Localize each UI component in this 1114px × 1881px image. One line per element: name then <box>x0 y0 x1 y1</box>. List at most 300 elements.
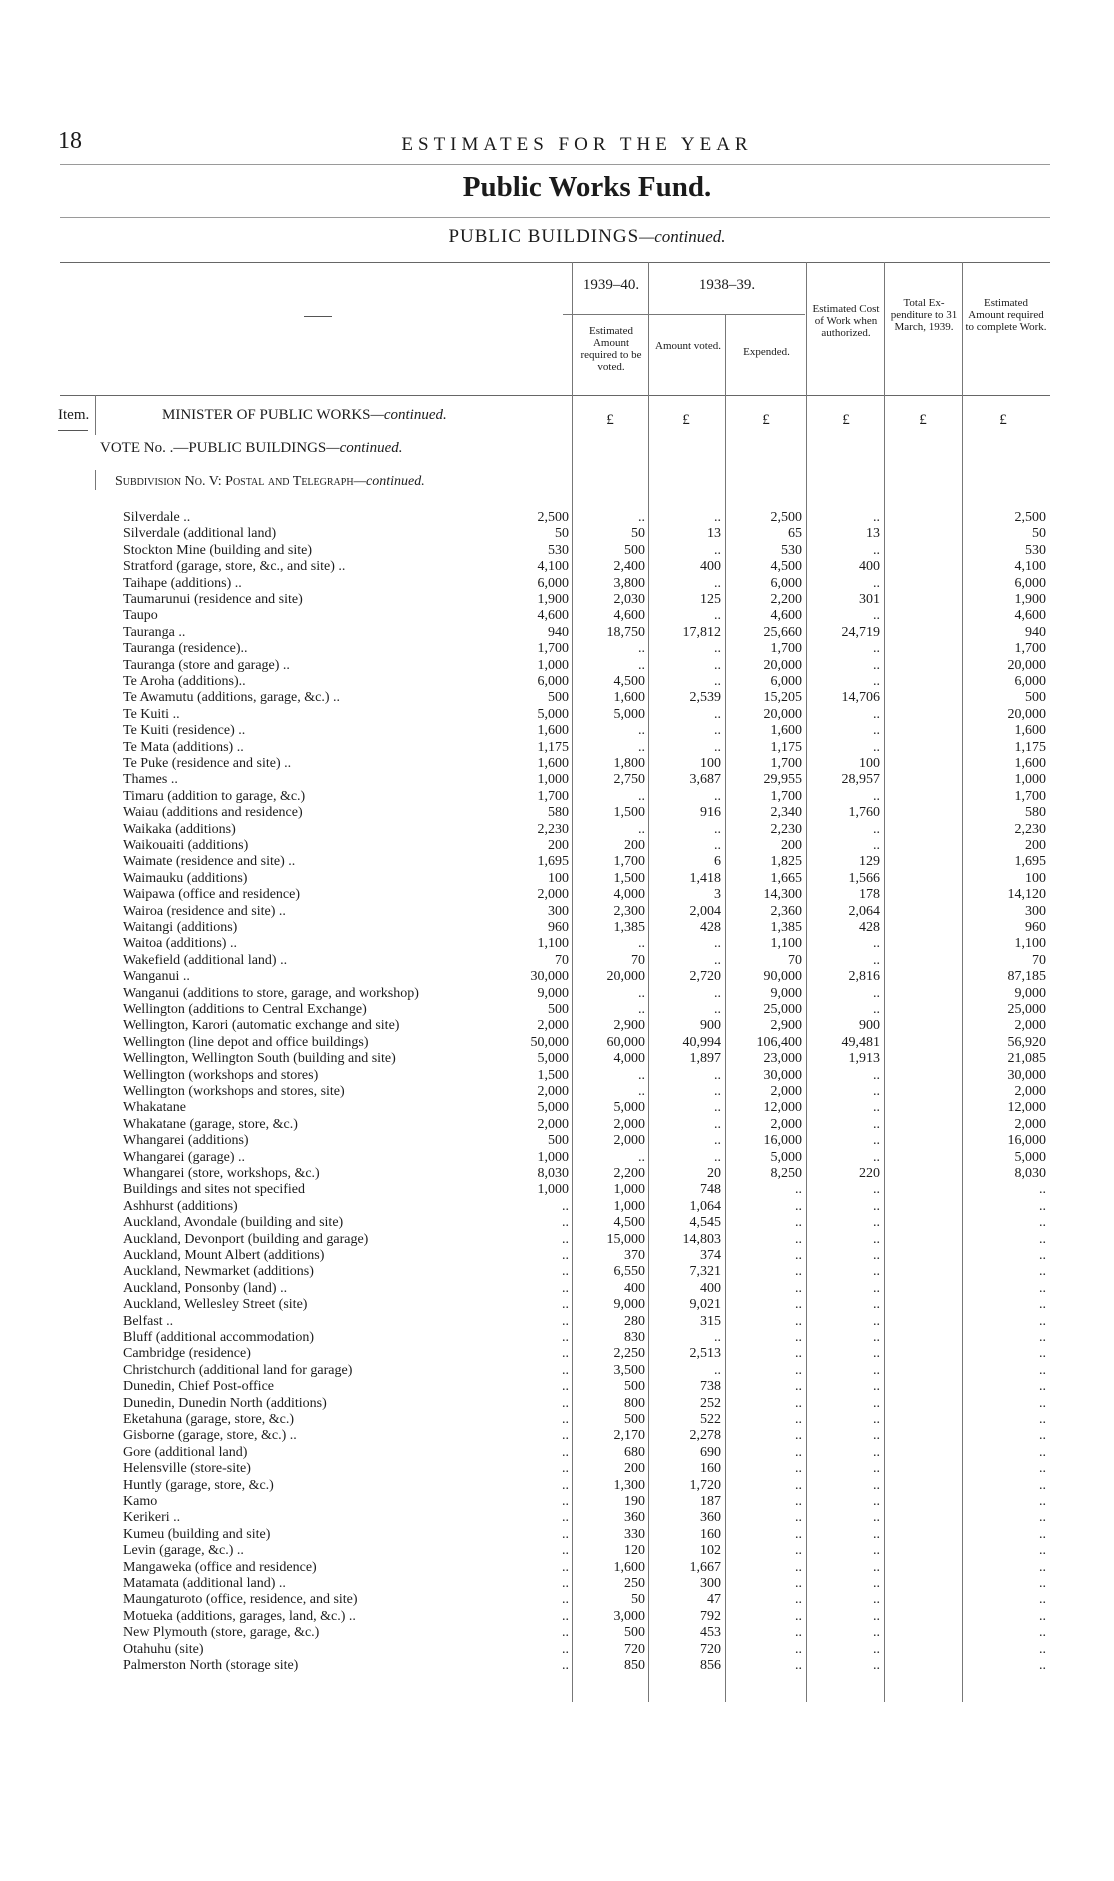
cell-cost: .. <box>795 1592 802 1608</box>
currency-voted: £ <box>682 412 690 428</box>
cell-total: .. <box>873 952 880 968</box>
cell-total: 129 <box>859 854 880 870</box>
cell-voted: 1,700 <box>613 854 645 870</box>
running-title: ESTIMATES FOR THE YEAR <box>401 134 753 155</box>
cell-total: 49,481 <box>841 1034 880 1050</box>
table-row <box>0 1625 1114 1641</box>
cell-required: 500 <box>548 690 569 706</box>
cell-expended: 856 <box>700 1658 721 1673</box>
cell-total: .. <box>873 1067 880 1083</box>
table-row <box>0 1428 1114 1444</box>
cell-complete: 2,000 <box>1014 1084 1046 1099</box>
cell-cost: 1,175 <box>770 739 802 755</box>
vote-heading-text: VOTE No. .—PUBLIC BUILDINGS <box>100 440 327 456</box>
fund-rule <box>60 217 1050 218</box>
cell-complete: 1,695 <box>1014 854 1046 870</box>
row-label: Kamo <box>123 1494 158 1509</box>
row-label: New Plymouth (store, garage, &c.) <box>123 1625 320 1641</box>
table-row <box>0 1232 1114 1248</box>
table-row <box>0 1527 1114 1543</box>
cell-cost: .. <box>795 1444 802 1460</box>
cell-cost: 2,200 <box>770 592 802 607</box>
cell-cost: .. <box>795 1395 802 1411</box>
cell-total: .. <box>873 1182 880 1198</box>
cell-expended: 2,539 <box>689 690 721 706</box>
cell-required: 500 <box>548 1133 569 1149</box>
cell-total: 400 <box>859 559 880 575</box>
cell-required: .. <box>562 1641 569 1657</box>
cell-total: .. <box>873 1280 880 1296</box>
cell-total: .. <box>873 838 880 853</box>
cell-voted: .. <box>638 510 645 525</box>
cell-complete: .. <box>1039 1395 1046 1411</box>
cell-total: 1,760 <box>848 805 880 821</box>
cell-expended: 6 <box>714 854 721 870</box>
row-label: Otahuhu (site) <box>123 1641 204 1657</box>
row-label: Mangaweka (office and residence) <box>123 1559 317 1575</box>
cell-required: 2,000 <box>537 1084 569 1099</box>
cell-complete: 6,000 <box>1014 674 1046 689</box>
row-label: Levin (garage, &c.) .. <box>123 1543 244 1559</box>
cell-required: 1,700 <box>537 788 569 804</box>
cell-complete: 30,000 <box>1007 1067 1046 1083</box>
cell-voted: 4,000 <box>613 1051 645 1067</box>
cell-cost: 65 <box>788 526 802 542</box>
cell-expended: 1,667 <box>689 1559 721 1575</box>
cell-voted: 280 <box>624 1313 645 1329</box>
cell-complete: 580 <box>1025 805 1046 821</box>
cell-cost: .. <box>795 1280 802 1296</box>
cell-required: 50 <box>555 526 569 542</box>
cell-cost: 6,000 <box>770 674 802 689</box>
row-label: Motueka (additions, garages, land, &c.) .. <box>123 1608 356 1624</box>
cell-required: 530 <box>548 542 569 558</box>
cell-voted: .. <box>638 1084 645 1099</box>
table-row <box>0 805 1114 821</box>
cell-complete: 16,000 <box>1007 1133 1046 1149</box>
cell-total: 178 <box>859 887 880 903</box>
cell-cost: .. <box>795 1264 802 1280</box>
cell-cost: 20,000 <box>763 657 802 673</box>
col-header-total: Total Ex-penditure to 31 March, 1939. <box>890 297 958 333</box>
cell-cost: 25,000 <box>763 1002 802 1017</box>
cell-voted: 4,500 <box>613 674 645 689</box>
cell-complete: 2,000 <box>1014 1116 1046 1132</box>
cell-expended: 9,021 <box>689 1297 721 1313</box>
cell-voted: 370 <box>624 1248 645 1263</box>
cell-complete: 530 <box>1025 542 1046 558</box>
row-label: Te Puke (residence and site) .. <box>123 756 292 771</box>
cell-complete: 20,000 <box>1007 657 1046 673</box>
cell-required: .. <box>562 1477 569 1493</box>
cell-expended: .. <box>714 657 721 673</box>
cell-total: .. <box>873 706 880 722</box>
cell-voted: 1,800 <box>613 756 645 771</box>
cell-voted: .. <box>638 723 645 739</box>
cell-voted: 830 <box>624 1330 645 1345</box>
cell-voted: 1,600 <box>613 690 645 706</box>
cell-total: .. <box>873 1231 880 1247</box>
cell-required: 6,000 <box>537 674 569 689</box>
cell-expended: 160 <box>700 1461 721 1477</box>
row-label: Auckland, Wellesley Street (site) <box>123 1297 308 1313</box>
cell-total: .. <box>873 723 880 739</box>
row-label: Wanganui .. <box>123 969 190 985</box>
cell-total: .. <box>873 1428 880 1444</box>
cell-complete: .. <box>1039 1297 1046 1313</box>
table-row <box>0 674 1114 690</box>
cell-total: .. <box>873 1362 880 1378</box>
cell-required: .. <box>562 1625 569 1641</box>
cell-voted: 1,385 <box>613 920 645 935</box>
row-label: Waimate (residence and site) .. <box>123 854 296 870</box>
cell-voted: 120 <box>624 1543 645 1559</box>
cell-complete: .. <box>1039 1182 1046 1198</box>
cell-voted: 850 <box>624 1658 645 1673</box>
cell-expended: 522 <box>700 1412 721 1427</box>
cell-total: .. <box>873 1592 880 1608</box>
cell-cost: 5,000 <box>770 1149 802 1165</box>
subdivision-heading-cont: —continued. <box>353 474 425 489</box>
cell-total: .. <box>873 985 880 1001</box>
cell-expended: 1,897 <box>689 1051 721 1067</box>
cell-expended: .. <box>714 1100 721 1116</box>
table-row <box>0 625 1114 641</box>
cell-total: .. <box>873 1116 880 1132</box>
cell-complete: 4,600 <box>1014 608 1046 624</box>
cell-expended: 14,803 <box>682 1231 721 1247</box>
table-row <box>0 936 1114 952</box>
table-row <box>0 1346 1114 1362</box>
cell-total: .. <box>873 1264 880 1280</box>
currency-total: £ <box>919 412 927 428</box>
table-row <box>0 1494 1114 1510</box>
cell-voted: 190 <box>624 1494 645 1509</box>
table-row <box>0 608 1114 624</box>
cell-required: .. <box>562 1412 569 1427</box>
row-label: Ashhurst (additions) <box>123 1198 238 1214</box>
cell-expended: 252 <box>700 1395 721 1411</box>
row-label: Auckland, Ponsonby (land) .. <box>123 1280 288 1296</box>
row-label: Waipawa (office and residence) <box>123 887 301 903</box>
row-label: Wairoa (residence and site) .. <box>123 903 286 919</box>
cell-expended: 17,812 <box>682 624 721 640</box>
cell-complete: 5,000 <box>1014 1149 1046 1165</box>
cell-cost: 90,000 <box>763 969 802 985</box>
cell-complete: .. <box>1039 1280 1046 1296</box>
item-divider <box>95 395 96 435</box>
table-row <box>0 1018 1114 1034</box>
cell-voted: 1,300 <box>613 1477 645 1493</box>
cell-cost: .. <box>795 1494 802 1509</box>
row-label: Te Aroha (additions).. <box>123 674 246 689</box>
row-label: Waikaka (additions) <box>123 821 236 837</box>
row-label: Thames .. <box>123 772 178 788</box>
cell-expended: .. <box>714 510 721 525</box>
cell-voted: 500 <box>624 542 645 558</box>
table-row <box>0 690 1114 706</box>
row-label: Dunedin, Chief Post-office <box>123 1379 274 1395</box>
cell-total: 1,913 <box>848 1051 880 1067</box>
cell-cost: 1,665 <box>770 870 802 886</box>
cell-complete: .. <box>1039 1526 1046 1542</box>
cell-required: 5,000 <box>537 1100 569 1116</box>
cell-expended: .. <box>714 788 721 804</box>
cell-cost: 70 <box>788 952 802 968</box>
cell-cost: 2,230 <box>770 821 802 837</box>
cell-required: 1,900 <box>537 592 569 607</box>
cell-expended: 47 <box>707 1592 721 1608</box>
cell-cost: 2,900 <box>770 1018 802 1034</box>
cell-voted: 18,750 <box>606 624 645 640</box>
section-title-cont: —continued. <box>639 227 726 246</box>
cell-voted: 2,400 <box>613 559 645 575</box>
row-label: Tauranga (residence).. <box>123 641 248 657</box>
cell-cost: 15,205 <box>763 690 802 706</box>
table-row <box>0 1281 1114 1297</box>
table-row <box>0 772 1114 788</box>
cell-total: .. <box>873 1543 880 1559</box>
table-row <box>0 1068 1114 1084</box>
cell-total: 14,706 <box>841 690 880 706</box>
cell-required: .. <box>562 1313 569 1329</box>
cell-voted: 2,000 <box>613 1133 645 1149</box>
cell-expended: 4,545 <box>689 1215 721 1231</box>
cell-required: 1,175 <box>537 739 569 755</box>
cell-required: 2,500 <box>537 510 569 525</box>
row-label: Wellington, Karori (automatic exchange and site) <box>123 1018 400 1034</box>
cell-complete: 21,085 <box>1007 1051 1046 1067</box>
cell-cost: 1,700 <box>770 641 802 657</box>
cell-voted: 500 <box>624 1412 645 1427</box>
cell-total: 2,816 <box>848 969 880 985</box>
row-label: Helensville (store-site) <box>123 1461 251 1477</box>
subdivision-heading <box>115 474 425 490</box>
cell-required: .. <box>562 1608 569 1624</box>
cell-cost: 4,500 <box>770 559 802 575</box>
cell-voted: .. <box>638 1067 645 1083</box>
table-row <box>0 526 1114 542</box>
fund-title: Public Works Fund. <box>462 171 712 203</box>
cell-expended: .. <box>714 575 721 591</box>
cell-voted: 2,170 <box>613 1428 645 1444</box>
cell-voted: 4,500 <box>613 1215 645 1231</box>
cell-complete: .. <box>1039 1658 1046 1673</box>
cell-required: 1,600 <box>537 723 569 739</box>
cell-complete: .. <box>1039 1592 1046 1608</box>
table-row <box>0 1035 1114 1051</box>
cell-voted: 9,000 <box>613 1297 645 1313</box>
cell-required: 50,000 <box>530 1034 569 1050</box>
cell-cost: .. <box>795 1362 802 1378</box>
cell-cost: .. <box>795 1297 802 1313</box>
cell-required: 9,000 <box>537 985 569 1001</box>
cell-expended: 792 <box>700 1608 721 1624</box>
cell-cost: 8,250 <box>770 1166 802 1181</box>
cell-complete: 1,100 <box>1014 936 1046 952</box>
cell-voted: 1,000 <box>613 1198 645 1214</box>
cell-expended: .. <box>714 936 721 952</box>
cell-complete: 6,000 <box>1014 575 1046 591</box>
cell-total: 220 <box>859 1166 880 1181</box>
row-label: Wellington (workshops and stores) <box>123 1067 319 1083</box>
row-label: Tauranga (store and garage) .. <box>123 657 290 673</box>
cell-required: 100 <box>548 870 569 886</box>
cell-total: 28,957 <box>841 772 880 788</box>
cell-expended: .. <box>714 674 721 689</box>
cell-complete: 1,900 <box>1014 592 1046 607</box>
row-label: Taumarunui (residence and site) <box>123 592 303 607</box>
cell-required: .. <box>562 1215 569 1231</box>
cell-complete: .. <box>1039 1510 1046 1526</box>
cell-voted: 3,500 <box>613 1362 645 1378</box>
cell-cost: .. <box>795 1231 802 1247</box>
cell-voted: 2,900 <box>613 1018 645 1034</box>
cell-expended: .. <box>714 952 721 968</box>
cell-expended: 2,004 <box>689 903 721 919</box>
cell-voted: .. <box>638 1002 645 1017</box>
cell-expended: 900 <box>700 1018 721 1034</box>
row-label: Belfast .. <box>123 1313 174 1329</box>
year-1939-40: 1939–40. <box>582 277 640 293</box>
cell-complete: .. <box>1039 1461 1046 1477</box>
table-row <box>0 854 1114 870</box>
table-row <box>0 543 1114 559</box>
row-label: Gisborne (garage, store, &c.) .. <box>123 1428 297 1444</box>
table-row <box>0 838 1114 854</box>
table-row <box>0 756 1114 772</box>
cell-total: .. <box>873 1379 880 1395</box>
row-label: Te Mata (additions) .. <box>123 739 244 755</box>
cell-required: .. <box>562 1198 569 1214</box>
cell-expended: 3 <box>714 887 721 903</box>
table-row <box>0 1100 1114 1116</box>
cell-expended: .. <box>714 1133 721 1149</box>
row-label: Whangarei (store, workshops, &c.) <box>123 1166 320 1181</box>
cell-total: .. <box>873 510 880 525</box>
table-row <box>0 1510 1114 1526</box>
cell-total: .. <box>873 674 880 689</box>
cell-complete: 960 <box>1025 920 1046 935</box>
row-label: Stockton Mine (building and site) <box>123 542 312 558</box>
cell-total: 13 <box>866 526 880 542</box>
cell-expended: 13 <box>707 526 721 542</box>
cell-required: 1,000 <box>537 657 569 673</box>
minister-heading-cont: —continued. <box>370 407 447 423</box>
cell-required: .. <box>562 1379 569 1395</box>
cell-total: .. <box>873 1559 880 1575</box>
table-top-rule <box>60 262 1050 263</box>
row-label: Whakatane <box>123 1100 186 1116</box>
cell-expended: 748 <box>700 1182 721 1198</box>
cell-voted: 20,000 <box>606 969 645 985</box>
cell-cost: 16,000 <box>763 1133 802 1149</box>
cell-voted: 1,000 <box>613 1182 645 1198</box>
cell-complete: 9,000 <box>1014 985 1046 1001</box>
cell-voted: 2,300 <box>613 903 645 919</box>
cell-total: .. <box>873 1346 880 1362</box>
cell-cost: .. <box>795 1625 802 1641</box>
section-title-text: PUBLIC BUILDINGS <box>448 226 640 247</box>
table-row <box>0 789 1114 805</box>
table-row <box>0 1084 1114 1100</box>
table-row <box>0 1560 1114 1576</box>
cell-cost: .. <box>795 1428 802 1444</box>
cell-total: .. <box>873 788 880 804</box>
cell-complete: .. <box>1039 1379 1046 1395</box>
cell-required: .. <box>562 1543 569 1559</box>
cell-complete: 200 <box>1025 838 1046 853</box>
row-label: Whangarei (additions) <box>123 1133 249 1149</box>
row-label: Taihape (additions) .. <box>123 575 242 591</box>
cell-complete: .. <box>1039 1412 1046 1427</box>
cell-expended: 2,513 <box>689 1346 721 1362</box>
cell-required: 1,000 <box>537 1149 569 1165</box>
cell-required: .. <box>562 1297 569 1313</box>
cell-complete: 1,700 <box>1014 641 1046 657</box>
table-row <box>0 1199 1114 1215</box>
cell-expended: .. <box>714 1084 721 1099</box>
cell-required: 2,000 <box>537 887 569 903</box>
row-label: Whangarei (garage) .. <box>123 1149 246 1165</box>
cell-cost: 14,300 <box>763 887 802 903</box>
cell-total: .. <box>873 1461 880 1477</box>
cell-total: 1,566 <box>848 870 880 886</box>
cell-voted: 720 <box>624 1641 645 1657</box>
cell-total: .. <box>873 1395 880 1411</box>
cell-voted: 5,000 <box>613 1100 645 1116</box>
cell-cost: 2,500 <box>770 510 802 525</box>
row-label: Christchurch (additional land for garage) <box>123 1362 353 1378</box>
table-row <box>0 920 1114 936</box>
cell-required: .. <box>562 1494 569 1509</box>
cell-cost: .. <box>795 1526 802 1542</box>
cell-voted: 200 <box>624 1461 645 1477</box>
page-number: 18 <box>58 128 82 154</box>
cell-voted: 70 <box>631 952 645 968</box>
cell-complete: .. <box>1039 1346 1046 1362</box>
col-header-expended: Expended. <box>743 346 790 358</box>
cell-cost: .. <box>795 1658 802 1673</box>
row-label: Waiau (additions and residence) <box>123 805 303 821</box>
table-row <box>0 1330 1114 1346</box>
table-body <box>0 510 1114 1710</box>
cell-total: .. <box>873 657 880 673</box>
table-row <box>0 1445 1114 1461</box>
table-row <box>0 1543 1114 1559</box>
cell-required: 1,000 <box>537 772 569 788</box>
cell-required: 1,500 <box>537 1067 569 1083</box>
cell-expended: 2,720 <box>689 969 721 985</box>
cell-complete: 2,000 <box>1014 1018 1046 1034</box>
cell-cost: 25,660 <box>763 624 802 640</box>
cell-required: 30,000 <box>530 969 569 985</box>
table-row <box>0 1658 1114 1674</box>
cell-cost: .. <box>795 1346 802 1362</box>
cell-expended: 1,720 <box>689 1477 721 1493</box>
cell-total: .. <box>873 1477 880 1493</box>
cell-voted: .. <box>638 788 645 804</box>
cell-required: 1,700 <box>537 641 569 657</box>
cell-expended: .. <box>714 739 721 755</box>
cell-expended: 428 <box>700 920 721 935</box>
row-label: Maungaturoto (office, residence, and site) <box>123 1592 358 1608</box>
cell-required: 8,030 <box>537 1166 569 1181</box>
cell-cost: .. <box>795 1641 802 1657</box>
cell-cost: .. <box>795 1510 802 1526</box>
table-row <box>0 904 1114 920</box>
cell-voted: .. <box>638 739 645 755</box>
